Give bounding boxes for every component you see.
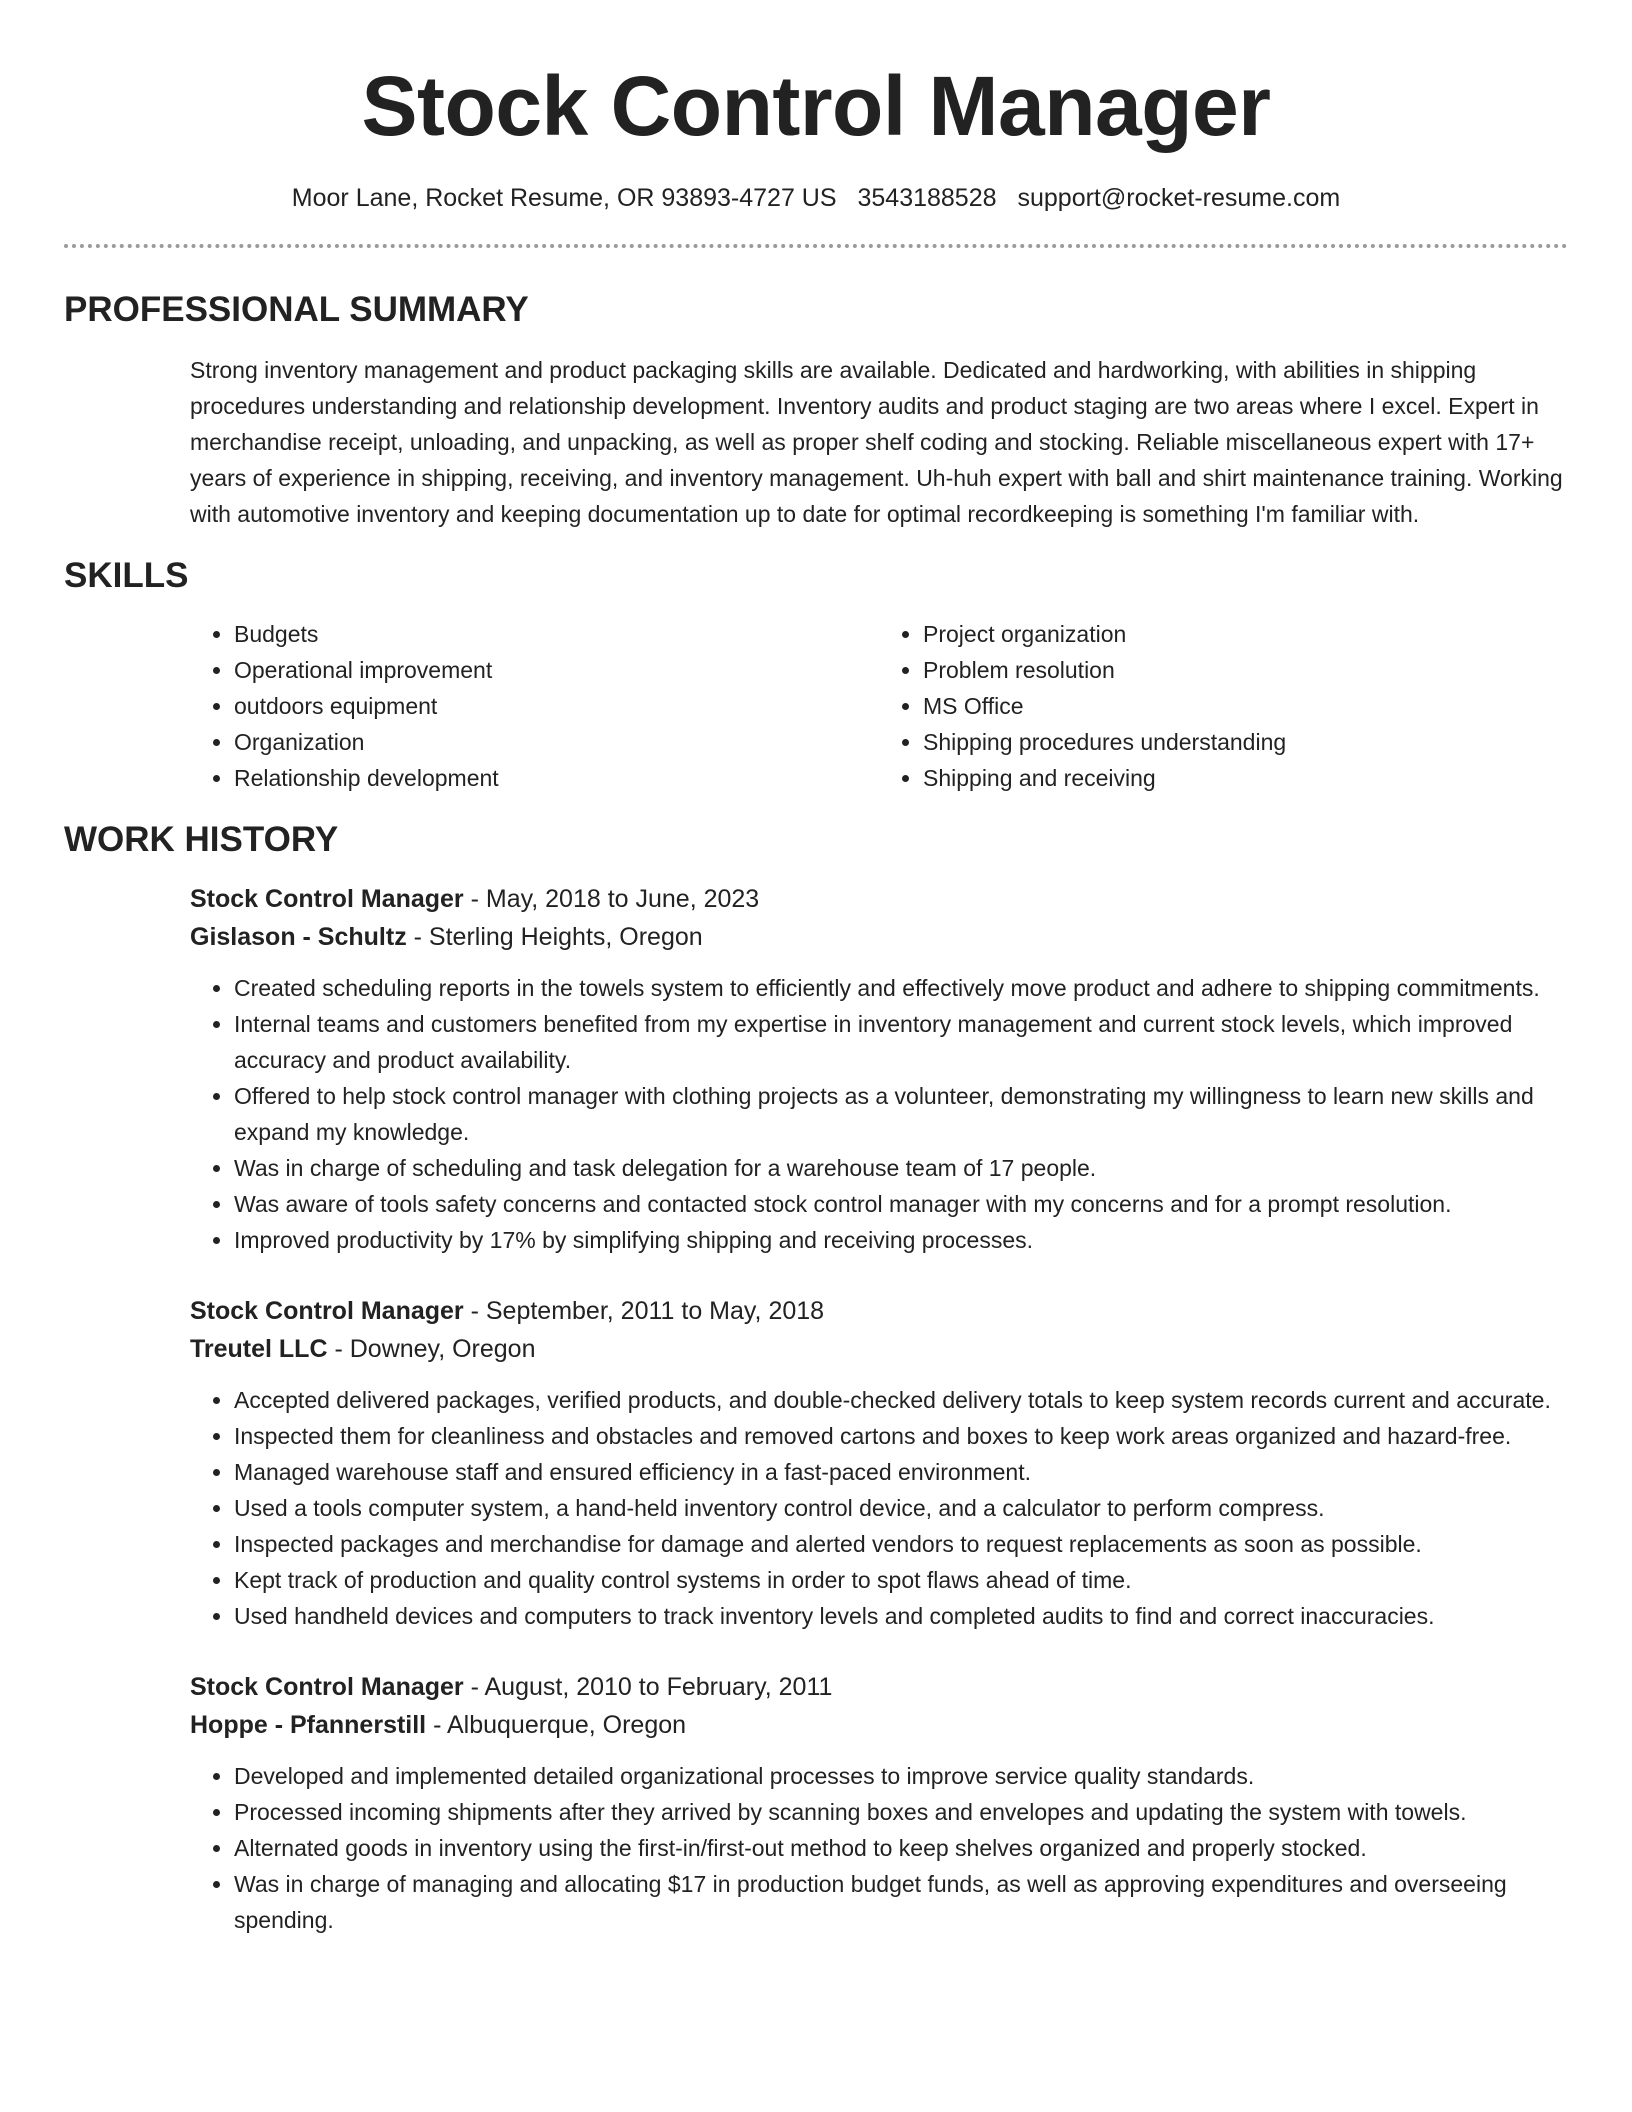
job-entry	[190, 880, 1568, 1258]
job-company: Hoppe - Pfannerstill	[190, 1711, 427, 1739]
job-entry	[190, 1292, 1568, 1634]
section-title-skills: SKILLS	[64, 556, 189, 595]
skill-item: • outdoors equipment	[234, 688, 879, 724]
job-bullet: • Processed incoming shipments after they arrived by scanning boxes and envelopes and updating the system with towels.	[234, 1794, 1568, 1830]
skill-item: • Operational improvement	[234, 652, 879, 688]
job-bullet: • Improved productivity by 17% by simplifying shipping and receiving processes.	[234, 1222, 1568, 1258]
job-bullet: • Was aware of tools safety concerns and contacted stock control manager with my concerns and for a prompt resolution.	[234, 1186, 1568, 1222]
skill-item: • Organization	[234, 724, 879, 760]
skill-item: • Project organization	[923, 616, 1568, 652]
job-bullet: • Was in charge of managing and allocating $17 in production budget funds, as well as approving expenditures and overseeing spending.	[234, 1866, 1568, 1938]
skills-columns	[190, 616, 1568, 796]
job-role: Stock Control Manager	[190, 1673, 464, 1701]
job-location: - Albuquerque, Oregon	[426, 1711, 687, 1739]
section-title-summary: PROFESSIONAL SUMMARY	[64, 290, 529, 329]
job-company: Treutel LLC	[190, 1335, 328, 1363]
skills-right-list	[879, 616, 1568, 796]
skills-left-list	[190, 616, 879, 796]
skill-item: • Relationship development	[234, 760, 879, 796]
job-company-line	[190, 1330, 1568, 1368]
job-title-line	[190, 1668, 1568, 1706]
job-location: - Downey, Oregon	[327, 1335, 536, 1363]
job-title-line	[190, 880, 1568, 918]
job-entry	[190, 1668, 1568, 1938]
job-company: Gislason - Schultz	[190, 923, 407, 951]
job-bullet: • Offered to help stock control manager with clothing projects as a volunteer, demonstrating my willingness to learn new skills and expand my knowledge.	[234, 1078, 1568, 1150]
job-location: - Sterling Heights, Oregon	[406, 923, 703, 951]
skill-item: • MS Office	[923, 688, 1568, 724]
job-bullet: • Accepted delivered packages, verified products, and double-checked delivery totals to keep system records current and accurate.	[234, 1382, 1568, 1418]
contact-line	[64, 182, 1568, 214]
job-bullets	[190, 1758, 1568, 1938]
job-bullet: • Developed and implemented detailed organizational processes to improve service quality standards.	[234, 1758, 1568, 1794]
job-company-line	[190, 1706, 1568, 1744]
job-bullet: • Used a tools computer system, a hand-held inventory control device, and a calculator to perform compress.	[234, 1490, 1568, 1526]
skill-item: • Budgets	[234, 616, 879, 652]
job-bullet: • Was in charge of scheduling and task delegation for a warehouse team of 17 people.	[234, 1150, 1568, 1186]
professional-summary-section	[64, 288, 1568, 532]
job-bullet: • Internal teams and customers benefited from my expertise in inventory management and current stock levels, which improved accuracy and product availability.	[234, 1006, 1568, 1078]
job-company-line	[190, 918, 1568, 956]
contact-email: support@rocket-resume.com	[1017, 184, 1341, 212]
header-divider	[64, 244, 1568, 248]
job-bullet: • Used handheld devices and computers to track inventory levels and completed audits to find and correct inaccuracies.	[234, 1598, 1568, 1634]
summary-text: Strong inventory management and product packaging skills are available. Dedicated and hardworking, with abilities in shipping procedures understanding and relationship development. Inventory audits and product staging are two areas where I excel. Expert in merchandise receipt, unloading, and unpacking, as well as proper shelf coding and stocking. Reliable miscellaneous expert with 17+ years of experience in shipping, receiving, and inventory management. Uh-huh expert with ball and shirt maintenance training. Working with automotive inventory and keeping documentation up to date for optimal recordkeeping is something I'm familiar with.	[190, 357, 1563, 527]
skill-item: • Shipping and receiving	[923, 760, 1568, 796]
skill-item: • Shipping procedures understanding	[923, 724, 1568, 760]
skills-section	[64, 554, 1568, 796]
job-bullets	[190, 970, 1568, 1258]
job-bullets	[190, 1382, 1568, 1634]
job-title-line	[190, 1292, 1568, 1330]
job-bullet: • Alternated goods in inventory using the first-in/first-out method to keep shelves organized and properly stocked.	[234, 1830, 1568, 1866]
job-role: Stock Control Manager	[190, 885, 464, 913]
job-role: Stock Control Manager	[190, 1297, 464, 1325]
job-bullet: • Managed warehouse staff and ensured efficiency in a fast-paced environment.	[234, 1454, 1568, 1490]
job-dates: - August, 2010 to February, 2011	[463, 1673, 833, 1701]
contact-address: Moor Lane, Rocket Resume, OR 93893-4727 US	[291, 184, 837, 212]
resume-name: Stock Control Manager	[361, 59, 1271, 153]
job-bullet: • Kept track of production and quality control systems in order to spot flaws ahead of time.	[234, 1562, 1568, 1598]
work-history-section	[64, 818, 1568, 1938]
job-bullet: • Created scheduling reports in the towels system to efficiently and effectively move product and adhere to shipping commitments.	[234, 970, 1568, 1006]
job-bullet: • Inspected them for cleanliness and obstacles and removed cartons and boxes to keep work areas organized and hazard-free.	[234, 1418, 1568, 1454]
job-bullet: • Inspected packages and merchandise for damage and alerted vendors to request replacements as soon as possible.	[234, 1526, 1568, 1562]
skill-item: • Problem resolution	[923, 652, 1568, 688]
section-title-work: WORK HISTORY	[64, 820, 339, 859]
job-dates: - May, 2018 to June, 2023	[463, 885, 760, 913]
job-dates: - September, 2011 to May, 2018	[463, 1297, 825, 1325]
contact-phone: 3543188528	[857, 184, 997, 212]
